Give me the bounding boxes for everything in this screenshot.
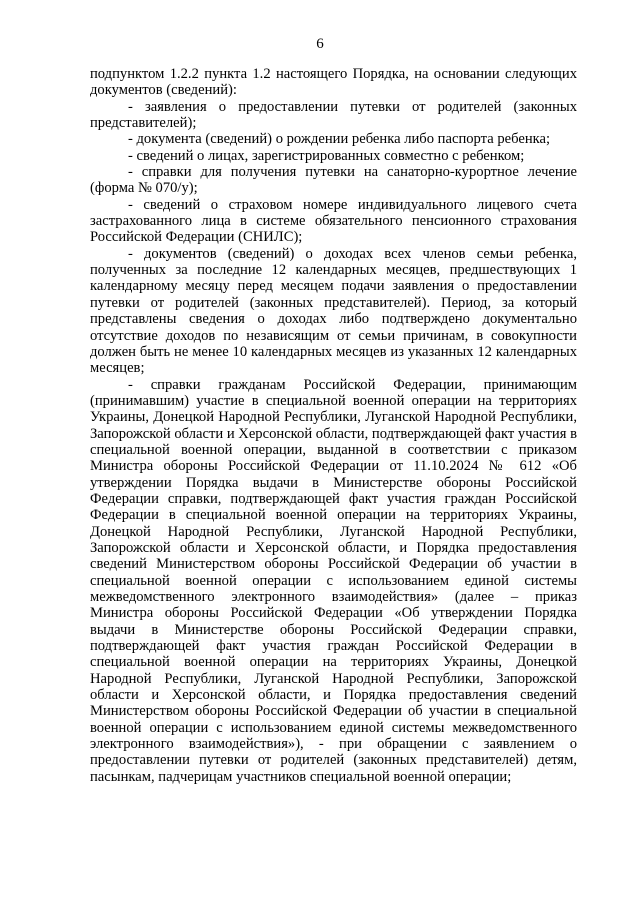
list-item-medical-certificate: - справки для получения путевки на санаторно-курортное лечение (форма № 070/у); [90,164,577,197]
page-number: 6 [316,36,324,52]
list-item-registered-persons: - сведений о лицах, зарегистрированных совместно с ребенком; [128,147,525,164]
list-item-application: - заявления о предоставлении путевки от родителей (законных представителей); [90,98,577,132]
document-body [90,66,577,785]
list-item-svo-certificate: - справки гражданам Российской Федерации, принимающим (принимавшим) участие в специальной военной операции на территориях Украины, Донецкой Народной Республики, Луганской Народной Республики, Запорожской области и Херсонской области, подтверждающей факт участия в специальной военной операции, выданной в соответствии с приказом Министра обороны Российской Федерации от 11.10.2024 № 612 «Об утверждении Порядка выдачи в Министерстве обороны Российской Федерации справки, подтверждающей факт участия граждан Российской Федерации в специальной военной операции на территориях Украины, Донецкой Народной Республики, Луганской Народной Республики, Запорожской области и Херсонской области, и Порядка предоставления сведений Министерством обороны Российской Федерации об участии в специальной военной операции с использованием единой системы межведомственного электронного взаимодействия» (далее – приказ Министра обороны Российской Федерации «Об утверждении Порядка выдачи в Министерстве обороны Российской Федерации справки, подтверждающей факт участия граждан Российской Федерации в специальной военной операции на территориях Украины, Донецкой Народной Республики, Луганской Народной Республики, Запорожской области и Херсонской области, и Порядка предоставления сведений Министерством обороны Российской Федерации об участии в специальной военной операции с использованием единой системы межведомственного электронного взаимодействия»), - при обращении с заявлением о предоставлении путевки от родителей (законных представителей) детям, пасынкам, падчерицам участников специальной военной операции; [90,376,577,785]
list-item-birth-document: - документа (сведений) о рождении ребенка либо паспорта ребенка; [128,131,551,148]
paragraph-intro: подпунктом 1.2.2 пункта 1.2 настоящего Порядка, на основании следующих документов (сведений): [90,66,577,99]
list-item-snils: - сведений о страховом номере индивидуального лицевого счета застрахованного лица в системе обязательного пенсионного страхования Российской Федерации (СНИЛС); [90,196,577,246]
list-item-income-documents: - документов (сведений) о доходах всех членов семьи ребенка, полученных за последние 12 календарных месяцев, предшествующих 1 календарному месяцу перед месяцем подачи заявления о предоставлении путевки от родителей (законных представителей). Период, за который представлены сведения о доходах либо подтверждено документально отсутствие доходов по независящим от семьи причинам, в совокупности должен быть не менее 10 календарных месяцев из указанных 12 календарных месяцев; [90,245,577,377]
